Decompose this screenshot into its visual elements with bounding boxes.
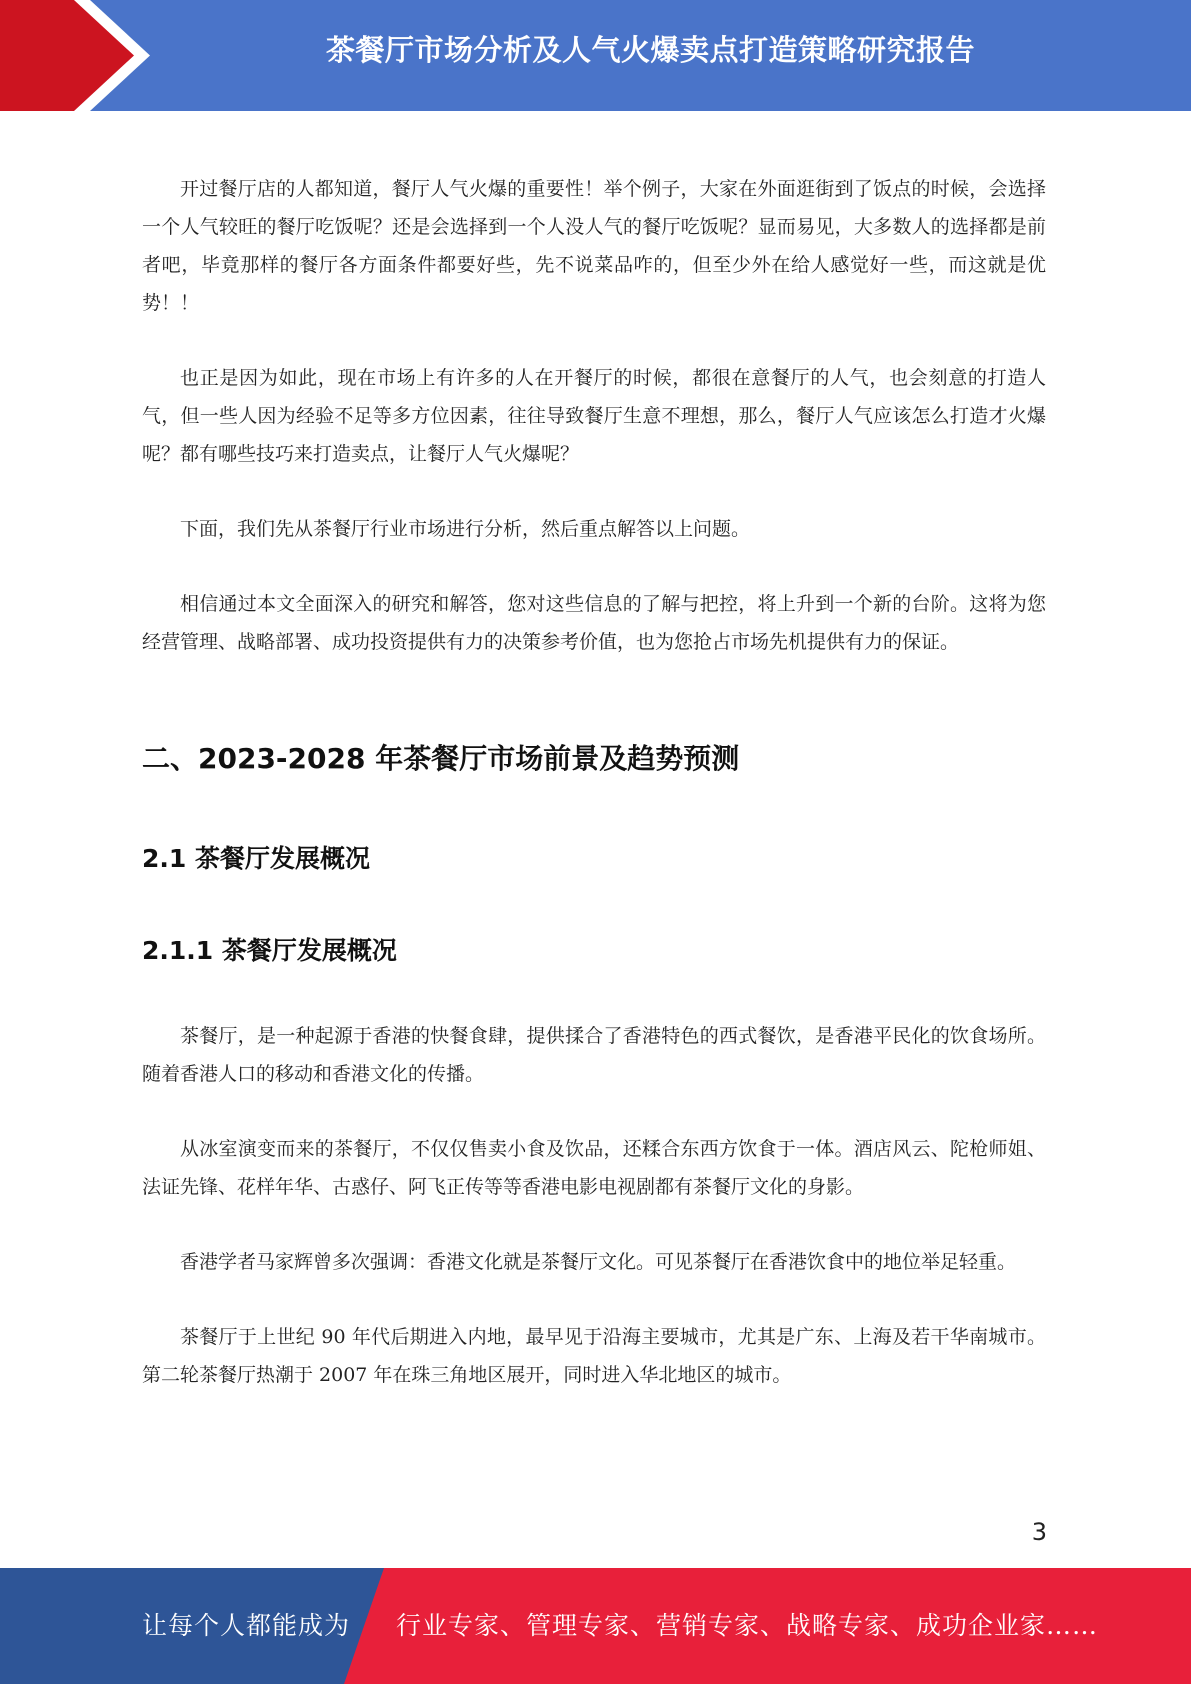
footer-banner (0, 1568, 1191, 1684)
body-paragraph: 从冰室演变而来的茶餐厅，不仅仅售卖小食及饮品，还糅合东西方饮食于一体。酒店风云、陀枪师姐、法证先锋、花样年华、古惑仔、阿飞正传等等香港电影电视剧都有茶餐厅文化的身影。 (142, 1138, 1046, 1198)
intro-paragraph: 下面，我们先从茶餐厅行业市场进行分析，然后重点解答以上问题。 (180, 518, 751, 540)
page-number: 3 (1031, 1518, 1047, 1546)
intro-paragraph: 相信通过本文全面深入的研究和解答，您对这些信息的了解与把控，将上升到一个新的台阶。这将为您经营管理、战略部署、成功投资提供有力的决策参考价值，也为您抢占市场先机提供有力的保证。 (142, 593, 1046, 653)
subsection-heading: 2.1 茶餐厅发展概况 (142, 844, 370, 873)
document-title: 茶餐厅市场分析及人气火爆卖点打造策略研究报告 (325, 33, 975, 67)
header-arrow-decoration (0, 0, 160, 111)
page-content (142, 170, 1046, 1394)
intro-paragraph: 开过餐厅店的人都知道，餐厅人气火爆的重要性！举个例子，大家在外面逛街到了饭点的时候，会选择一个人气较旺的餐厅吃饭呢？还是会选择到一个人没人气的餐厅吃饭呢？显而易见，大多数人的选择都是前者吧，毕竟那样的餐厅各方面条件都要好些，先不说菜品咋的，但至少外在给人感觉好一些，而这就是优势！！ (142, 178, 1046, 314)
footer-slogan-right: 行业专家、管理专家、营销专家、战略专家、成功企业家…… (396, 1611, 1099, 1640)
header-banner (0, 0, 1191, 111)
body-paragraph: 香港学者马家辉曾多次强调：香港文化就是茶餐厅文化。可见茶餐厅在香港饮食中的地位举足轻重。 (180, 1251, 1017, 1273)
subsubsection-heading: 2.1.1 茶餐厅发展概况 (142, 936, 397, 965)
intro-paragraph: 也正是因为如此，现在市场上有许多的人在开餐厅的时候，都很在意餐厅的人气，也会刻意的打造人气，但一些人因为经验不足等多方位因素，往往导致餐厅生意不理想，那么，餐厅人气应该怎么打造才火爆呢？都有哪些技巧来打造卖点，让餐厅人气火爆呢？ (142, 367, 1046, 465)
section-heading: 二、2023-2028 年茶餐厅市场前景及趋势预测 (142, 742, 740, 775)
body-paragraph: 茶餐厅，是一种起源于香港的快餐食肆，提供揉合了香港特色的西式餐饮，是香港平民化的饮食场所。随着香港人口的移动和香港文化的传播。 (142, 1025, 1046, 1085)
body-paragraph: 茶餐厅于上世纪 90 年代后期进入内地，最早见于沿海主要城市，尤其是广东、上海及若干华南城市。第二轮茶餐厅热潮于 2007 年在珠三角地区展开，同时进入华北地区的城市。 (142, 1326, 1046, 1386)
footer-slogan-left: 让每个人都能成为 (142, 1611, 351, 1640)
